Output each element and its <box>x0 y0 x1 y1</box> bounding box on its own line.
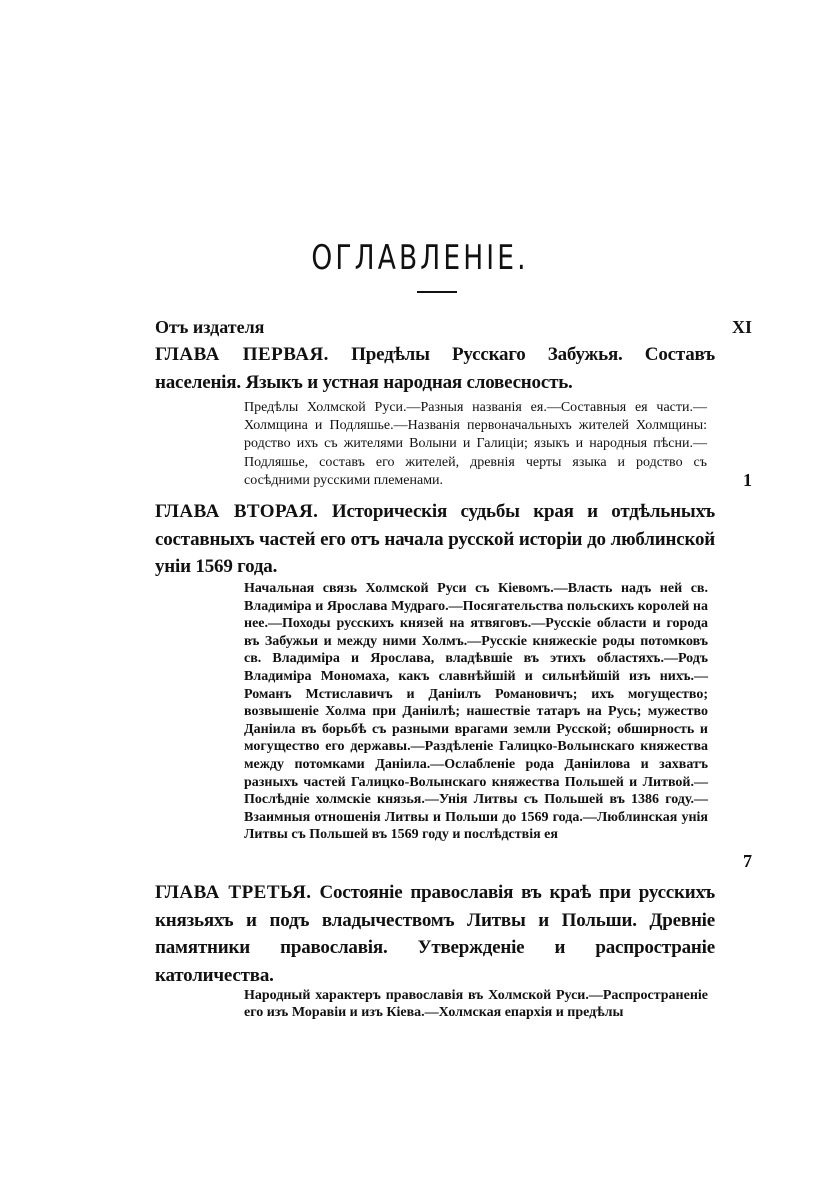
toc-page-number: XI <box>731 317 752 337</box>
title-rule <box>417 291 457 293</box>
chapter-heading-1 <box>155 341 715 397</box>
chapter-title: Предѣлы Русскаго Забужья. Составъ населенія. Языкъ и устная народная словесность. <box>155 344 715 393</box>
toc-entry-label: Отъ издателя <box>155 317 265 337</box>
chapter-heading-3 <box>155 879 715 989</box>
chapter-summary-2: Начальная связь Холмской Руси съ Кіевомъ.—Власть надъ ней св. Владиміра и Ярослава Мудраго.—Посягательства польскихъ королей на нее.—Походы русскихъ князей на ятвяговъ.—Русскіе области и города въ Забужьи и между ними Холмъ.—Русскіе княжескіе роды потомковъ св. Владиміра и Ярослава, владѣвшіе въ этихъ областяхъ.—Родъ Владиміра Мономаха, какъ славнѣйшій и сильнѣйшій изъ нихъ.—Романъ Мстиславичъ и Даніилъ Романовичъ; ихъ могущество; возвышеніе Холма при Даніилѣ; нашествіе татаръ на Русь; мужество Даніила въ борьбѣ съ разными врагами земли Русской; обширность и могущество его державы.—Раздѣленіе Галицко-Волынскаго княжества между потомками Даніила.—Ослабленіе рода Даніилова и захватъ разныхъ частей Галицко-Волынскаго княжества Польшей и Литвой.—Послѣдніе холмскіе князья.—Унія Литвы съ Польшей въ 1386 году.—Взаимныя отношенія Литвы и Польши до 1569 года.—Люблинская унія Литвы съ Польшей въ 1569 году и послѣдствія ея <box>244 581 708 843</box>
chapter-heading-2 <box>155 498 715 581</box>
chapter-label: ГЛАВА ВТОРАЯ. <box>155 501 319 522</box>
toc-page-number: 1 <box>743 470 752 490</box>
chapter-summary-1: Предѣлы Холмской Руси.—Разныя названія ея.—Составныя ея части.—Холмщина и Подляшье.—Названія первоначальныхъ жителей Холмщины: родство ихъ съ жителями Волыни и Галиціи; языкъ и народныя пѣсни.—Подляшье, составъ его жителей, древнія черты языка и родство съ сосѣдними русскими племенами. <box>244 400 707 488</box>
chapter-summary-3: Народный характеръ православія въ Холмской Руси.—Распространеніе его изъ Моравіи и изъ Кіева.—Холмская епархія и предѣлы <box>244 988 708 1020</box>
page-title: ОГЛАВЛЕНІЕ. <box>311 238 529 278</box>
chapter-label: ГЛАВА ТРЕТЬЯ. <box>155 882 312 903</box>
chapter-title: Историческія судьбы края и отдѣльныхъ составныхъ частей его отъ начала русской исторіи до люблинской уніи 1569 года. <box>155 501 715 577</box>
toc-page-number: 7 <box>743 851 752 871</box>
chapter-label: ГЛАВА ПЕРВАЯ. <box>155 344 329 365</box>
chapter-title: Состояніе православія въ краѣ при русскихъ князьяхъ и подъ владычествомъ Литвы и Польши. Древніе памятники православія. Утвержденіе и распространіе католичества. <box>155 882 715 986</box>
